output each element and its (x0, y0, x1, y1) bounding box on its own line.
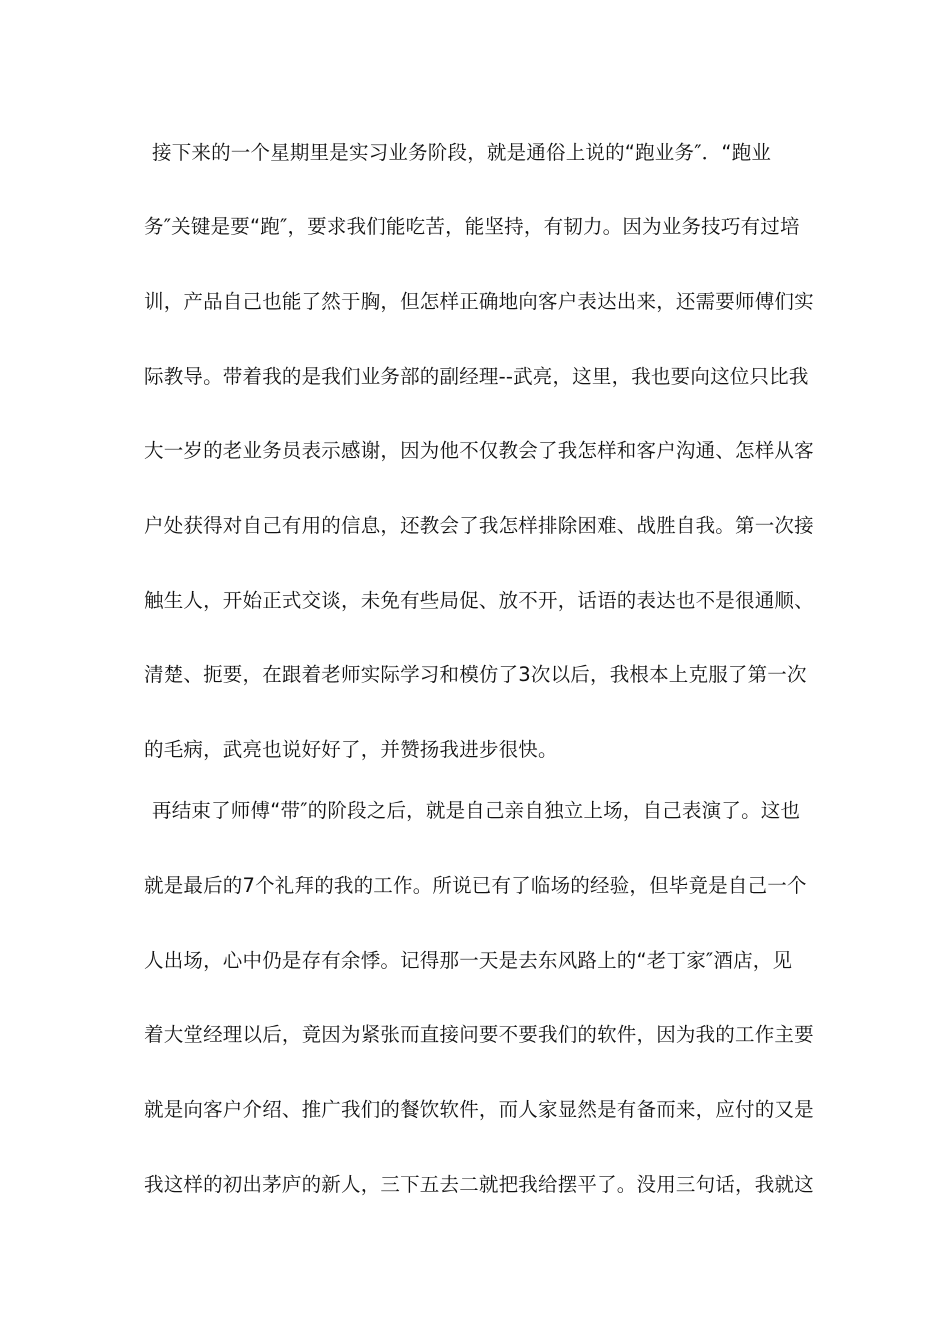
paragraph-1-line-3: 训，产品自己也能了然于胸，但怎样正确地向客户表达出来，还需要师傅们实 (144, 290, 814, 313)
paragraph-2-line-2: 就是最后的7个礼拜的我的工作。所说已有了临场的经验，但毕竟是自己一个 (144, 874, 807, 897)
paragraph-2-line-6: 我这样的初出茅庐的新人，三下五去二就把我给摆平了。没用三句话，我就这 (144, 1173, 814, 1196)
paragraph-2-line-1: 再结束了师傅“带″的阶段之后，就是自己亲自独立上场，自己表演了。这也 (152, 799, 801, 822)
paragraph-1-line-7: 触生人，开始正式交谈，未免有些局促、放不开，话语的表达也不是很通顺、 (144, 589, 814, 612)
paragraph-1-line-2: 务″关键是要“跑″，要求我们能吃苦，能坚持，有韧力。因为业务技巧有过培 (144, 215, 800, 238)
paragraph-2-line-3: 人出场，心中仍是存有余悸。记得那一天是去东风路上的“老丁家″酒店，见 (144, 949, 793, 972)
paragraph-1-line-6: 户处获得对自己有用的信息，还教会了我怎样排除困难、战胜自我。第一次接 (144, 514, 814, 537)
paragraph-1-line-9: 的毛病，武亮也说好好了，并赞扬我进步很快。 (144, 738, 558, 761)
paragraph-2-line-5: 就是向客户介绍、推广我们的餐饮软件，而人家显然是有备而来，应付的又是 (144, 1098, 814, 1121)
paragraph-2-line-4: 着大堂经理以后，竟因为紧张而直接问要不要我们的软件，因为我的工作主要 (144, 1023, 814, 1046)
paragraph-1-line-4: 际教导。带着我的是我们业务部的副经理--武亮，这里，我也要向这位只比我 (144, 365, 809, 388)
paragraph-1-line-5: 大一岁的老业务员表示感谢，因为他不仅教会了我怎样和客户沟通、怎样从客 (144, 439, 814, 462)
paragraph-1-line-8: 清楚、扼要，在跟着老师实际学习和模仿了3次以后，我根本上克服了第一次 (144, 663, 807, 686)
paragraph-1-line-1: 接下来的一个星期里是实习业务阶段，就是通俗上说的“跑业务″．“跑业 (152, 141, 772, 164)
